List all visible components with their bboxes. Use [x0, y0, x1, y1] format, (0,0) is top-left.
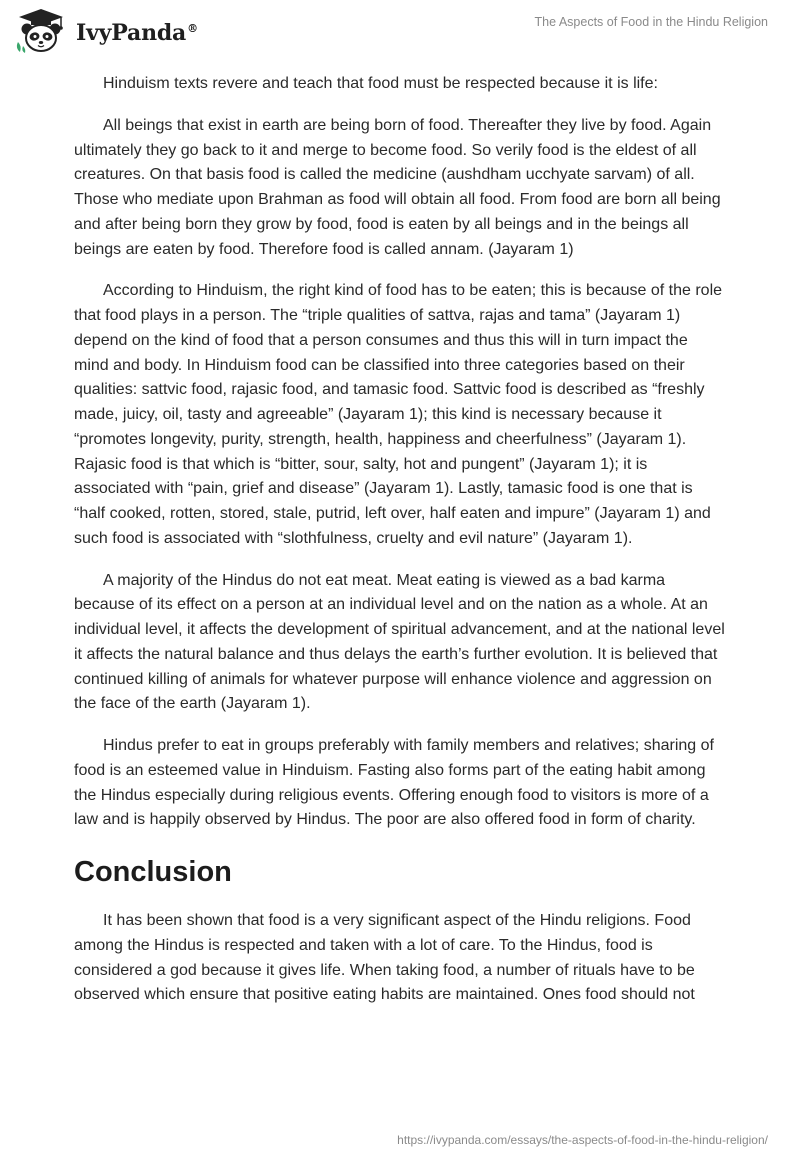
panda-graduate-icon — [14, 8, 68, 54]
conclusion-heading: Conclusion — [74, 856, 232, 888]
brand-logo[interactable] — [14, 8, 198, 54]
paragraph: According to Hinduism, the right kind of food has to be eaten; this is because of the role that food plays in a person. The “triple qualities of sattva, rajas and tama” (Jayaram 1) depend on the kind of food that a person consumes and thus this will in turn impact the mind and body. In Hinduism food can be classified into three categories based on their qualities: sattvic food, rajasic food, and tamasic food. Sattvic food is described as “freshly made, juicy, oil, tasty and agreeable” (Jayaram 1); this kind is necessary because it “promotes longevity, purity, strength, health, happiness and cheerfulness” (Jayaram 1). Rajasic food is that which is “bitter, sour, salty, hot and pungent” (Jayaram 1); it is associated with “pain, grief and disease” (Jayaram 1). Lastly, tamasic food is one that is “half cooked, rotten, stored, stale, putrid, left over, half eaten and impure” (Jayaram 1) and such food is associated with “slothfulness, cruelty and evil nature” (Jayaram 1). — [74, 282, 723, 547]
quote-paragraph: All beings that exist in earth are being born of food. Thereafter they live by food. Again ultimately they go back to it and merge to become food. So verily food is the eldest of all creatures. On that basis food is called the medicine (aushdham ucchyate sarvam) of all. Those who mediate upon Brahman as food will obtain all food. From food are born all being and after being born they grow by food, food is eaten by all beings and in the beings all beings are eaten by food. Therefore food is called annam. (Jayaram 1) — [74, 116, 721, 258]
registered-mark: ® — [187, 21, 198, 35]
paragraph: Hinduism texts revere and teach that food must be respected because it is life: — [103, 75, 658, 92]
conclusion-paragraph: It has been shown that food is a very significant aspect of the Hindu religions. Food among the Hindus is respected and taken with a lot of care. To the Hindus, food is considered a god because it gives life. When taking food, a number of rituals have to be observed which ensure that positive eating habits are maintained. Ones food should not — [74, 912, 695, 1004]
essay-body — [74, 72, 726, 1025]
page-header — [0, 0, 800, 60]
brand-name: IvyPanda® — [76, 20, 198, 46]
source-url[interactable]: https://ivypanda.com/essays/the-aspects-of-food-in-the-hindu-religion/ — [397, 1133, 768, 1147]
document-title: The Aspects of Food in the Hindu Religion — [534, 15, 768, 29]
paragraph: A majority of the Hindus do not eat meat. Meat eating is viewed as a bad karma because of its effect on a person at an individual level and on the nation as a whole. At an individual level, it affects the development of spiritual advancement, and at the national level it affects the natural balance and thus delays the earth’s further evolution. It is believed that continued killing of animals for whatever purpose will enhance violence and aggression on the face of the earth (Jayaram 1). — [74, 571, 725, 713]
paragraph: Hindus prefer to eat in groups preferably with family members and relatives; sharing of food is an esteemed value in Hinduism. Fasting also forms part of the eating habit among the Hindus especially during religious events. Offering enough food to visitors is more of a law and is happily observed by Hindus. The poor are also offered food in form of charity. — [74, 737, 714, 829]
